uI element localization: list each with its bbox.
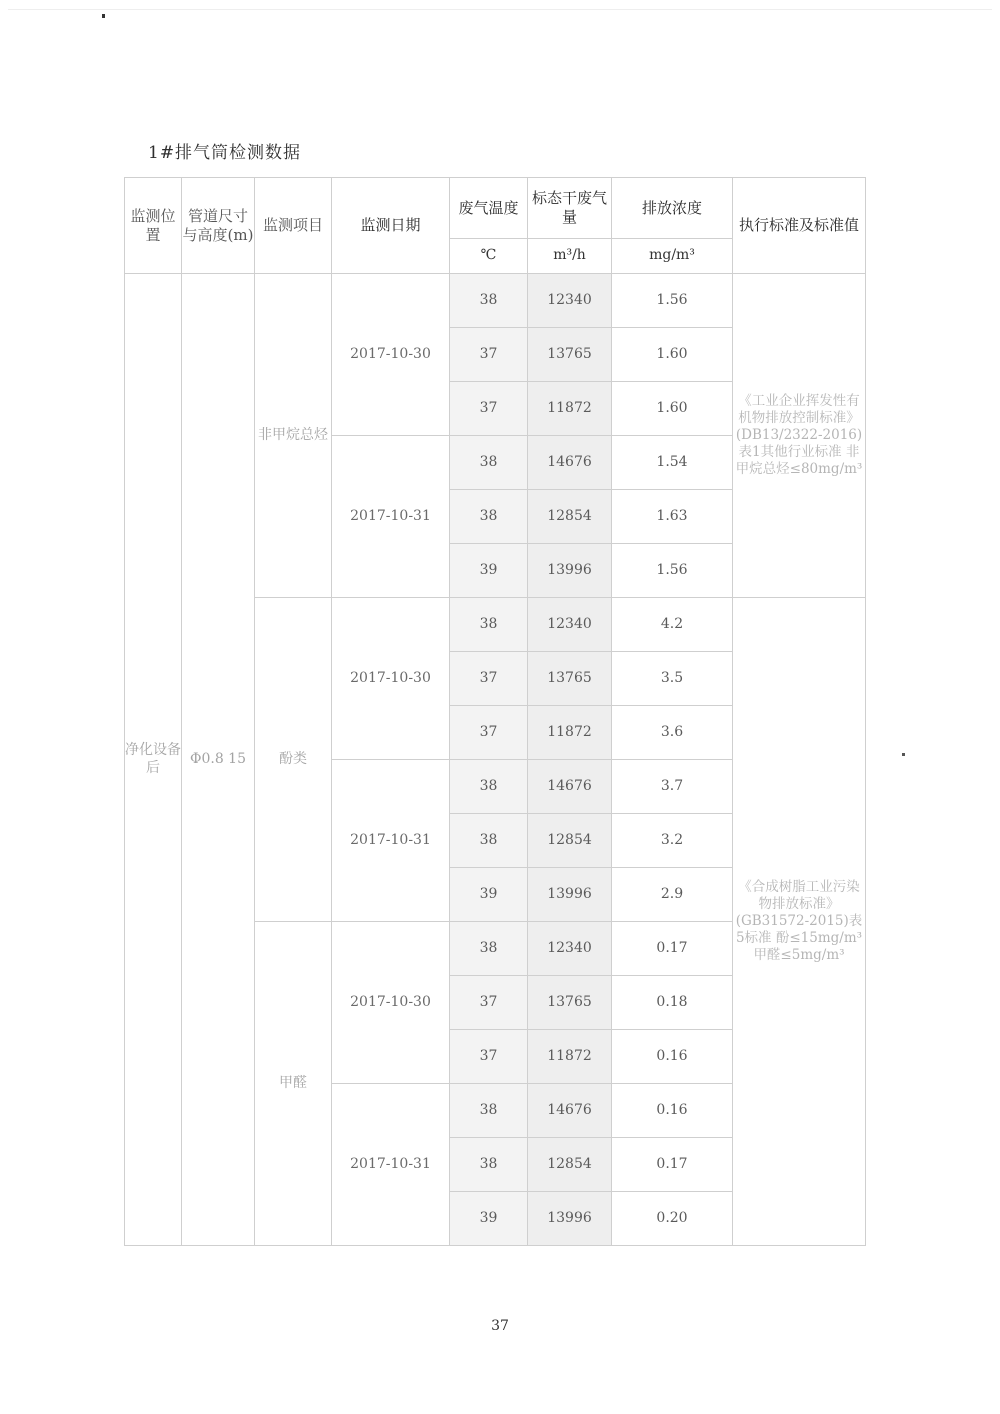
flow-cell: 11872 [528,1030,612,1084]
table-row [125,274,866,328]
page-number: 37 [491,1318,509,1334]
header-conc: 排放浓度 [612,178,733,239]
temp-cell: 38 [450,436,528,490]
flow-cell: 12854 [528,490,612,544]
scan-speck [102,14,105,18]
conc-cell: 0.16 [612,1030,733,1084]
header-location: 监测位置 [125,178,182,274]
temp-cell: 37 [450,1030,528,1084]
temp-cell: 38 [450,598,528,652]
date-cell: 2017-10-30 [332,922,450,1084]
conc-cell: 1.60 [612,328,733,382]
temp-cell: 38 [450,814,528,868]
item-cell: 甲醛 [255,922,332,1246]
temp-cell: 38 [450,1084,528,1138]
conc-cell: 0.18 [612,976,733,1030]
temp-cell: 37 [450,382,528,436]
flow-cell: 13765 [528,652,612,706]
scan-speck [902,753,905,756]
temp-cell: 38 [450,760,528,814]
flow-cell: 13996 [528,868,612,922]
standard-cell: 《工业企业挥发性有机物排放控制标准》(DB13/2322-2016)表1其他行业标准 非甲烷总烃≤80mg/m³ [733,274,866,598]
temp-cell: 38 [450,922,528,976]
unit-temp: ℃ [450,239,528,274]
conc-cell: 0.20 [612,1192,733,1246]
conc-cell: 0.16 [612,1084,733,1138]
flow-cell: 11872 [528,382,612,436]
conc-cell: 3.6 [612,706,733,760]
flow-cell: 13996 [528,544,612,598]
conc-cell: 1.60 [612,382,733,436]
flow-cell: 13765 [528,976,612,1030]
flow-cell: 12340 [528,598,612,652]
temp-cell: 38 [450,1138,528,1192]
item-cell: 酚类 [255,598,332,922]
conc-cell: 3.5 [612,652,733,706]
temp-cell: 37 [450,652,528,706]
conc-cell: 2.9 [612,868,733,922]
date-cell: 2017-10-31 [332,1084,450,1246]
conc-cell: 0.17 [612,1138,733,1192]
header-item: 监测项目 [255,178,332,274]
conc-cell: 1.56 [612,544,733,598]
scan-edge-line [8,9,992,10]
conc-cell: 1.56 [612,274,733,328]
conc-cell: 0.17 [612,922,733,976]
flow-cell: 11872 [528,706,612,760]
header-row [125,178,866,239]
header-flow: 标态干废气量 [528,178,612,239]
date-cell: 2017-10-30 [332,274,450,436]
item-cell: 非甲烷总烃 [255,274,332,598]
flow-cell: 12854 [528,1138,612,1192]
conc-cell: 4.2 [612,598,733,652]
pipe-cell: Φ0.8 15 [182,274,255,1246]
flow-cell: 12854 [528,814,612,868]
header-standard: 执行标准及标准值 [733,178,866,274]
flow-cell: 12340 [528,922,612,976]
header-date: 监测日期 [332,178,450,274]
header-temp: 废气温度 [450,178,528,239]
unit-flow: m³/h [528,239,612,274]
flow-cell: 12340 [528,274,612,328]
temp-cell: 37 [450,706,528,760]
temp-cell: 38 [450,274,528,328]
temp-cell: 39 [450,544,528,598]
conc-cell: 3.2 [612,814,733,868]
flow-cell: 13996 [528,1192,612,1246]
temp-cell: 38 [450,490,528,544]
conc-cell: 3.7 [612,760,733,814]
temp-cell: 39 [450,868,528,922]
standard-cell: 《合成树脂工业污染物排放标准》(GB31572-2015)表5标准 酚≤15mg/m³ 甲醛≤5mg/m³ [733,598,866,1246]
flow-cell: 14676 [528,436,612,490]
flow-cell: 14676 [528,760,612,814]
location-cell: 净化设备后 [125,274,182,1246]
conc-cell: 1.54 [612,436,733,490]
temp-cell: 37 [450,328,528,382]
table-title: 1#排气筒检测数据 [148,143,302,163]
flow-cell: 14676 [528,1084,612,1138]
flow-cell: 13765 [528,328,612,382]
temp-cell: 39 [450,1192,528,1246]
emission-data-table [124,177,866,1246]
temp-cell: 37 [450,976,528,1030]
date-cell: 2017-10-31 [332,436,450,598]
date-cell: 2017-10-31 [332,760,450,922]
date-cell: 2017-10-30 [332,598,450,760]
conc-cell: 1.63 [612,490,733,544]
header-pipe: 管道尺寸与高度(m) [182,178,255,274]
table-body [125,178,866,1246]
unit-conc: mg/m³ [612,239,733,274]
